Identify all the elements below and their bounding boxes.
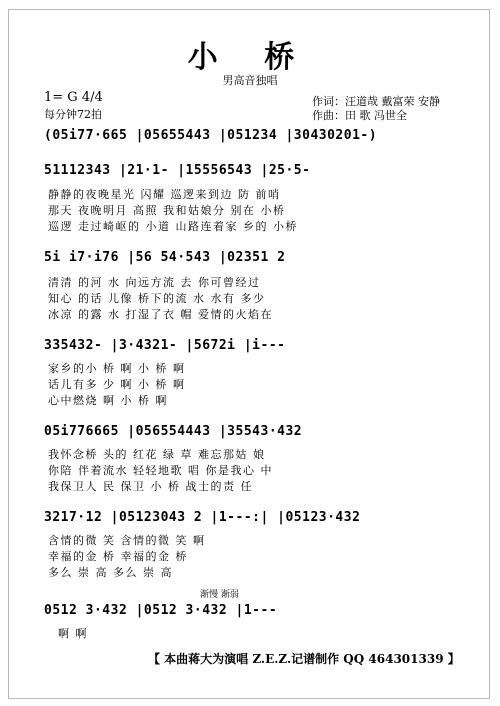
- lyric-line-7: 啊 啊: [58, 627, 88, 640]
- lyric-line-5-verse-1: 我怀念桥 头的 红花 绿 草 难忘那姑 娘: [48, 448, 266, 461]
- composer-credit: 作曲：田 歌 冯世全: [312, 109, 407, 122]
- lyric-line-2-verse-1: 静静的夜晚星光 闪耀 巡逻来到边 防 前哨: [48, 188, 281, 201]
- lyric-line-5-verse-2: 你陪 伴着流水 轻轻地歌 唱 你是我心 中: [48, 464, 273, 477]
- score-line-2: 51112343 |21·1- |15556543 |25·5-: [44, 163, 311, 178]
- lyric-line-3-verse-3: 冰凉 的露 水 打湿了衣 帽 爱情的火焰在: [48, 308, 273, 321]
- song-subtitle: 男高音独唱: [222, 74, 278, 87]
- lyric-line-6-verse-2: 幸福的金 桥 幸福的金 桥: [48, 550, 188, 563]
- score-line-1: (05i77·665 |05655443 |051234 |30430201-): [44, 128, 378, 143]
- tempo-marking: 每分钟72拍: [44, 108, 102, 121]
- key-signature: 1= G 4/4: [44, 90, 103, 105]
- song-title: 小 桥: [187, 40, 313, 75]
- score-line-4: 335432- |3·4321- |5672i |i---: [44, 338, 286, 353]
- lyric-line-4-verse-2: 话儿有多 少 啊 小 桥 啊: [48, 378, 186, 391]
- lyric-line-2-verse-2: 那天 夜晚明月 高照 我和姑娘分 别在 小桥: [48, 204, 286, 217]
- lyric-line-6-verse-1: 含情的微 笑 含情的微 笑 啊: [48, 534, 206, 547]
- lyricist-credit: 作词：汪道哉 戴富荣 安静: [312, 95, 440, 108]
- score-line-5: 05i776665 |056554443 |35543·432: [44, 424, 303, 439]
- lyric-line-3-verse-1: 清清 的河 水 向远方流 去 你可曾经过: [48, 276, 261, 289]
- score-line-7: 0512 3·432 |0512 3·432 |1---: [44, 603, 278, 618]
- footer-credit: 【 本曲蒋大为演唱 Z.E.Z.记谱制作 QQ 464301339 】: [148, 652, 460, 666]
- score-line-3: 5i i7·i76 |56 54·543 |02351 2: [44, 250, 286, 265]
- lyric-line-4-verse-1: 家乡的小 桥 啊 小 桥 啊: [48, 362, 186, 375]
- score-line-6: 3217·12 |05123043 2 |1---:| |05123·432: [44, 510, 361, 525]
- lyric-line-5-verse-3: 我保卫人 民 保卫 小 桥 战士的责 任: [48, 480, 253, 493]
- lyric-line-2-verse-3: 巡逻 走过崎岖的 小道 山路连着家 乡的 小桥: [48, 220, 298, 233]
- lyric-line-6-verse-3: 多么 崇 高 多么 崇 高: [48, 566, 173, 579]
- lyric-line-3-verse-2: 知心 的话 儿像 桥下的流 水 水有 多少: [48, 292, 266, 305]
- tempo-change-mark: 渐慢 渐弱: [200, 590, 239, 600]
- lyric-line-4-verse-3: 心中燃烧 啊 小 桥 啊: [48, 394, 168, 407]
